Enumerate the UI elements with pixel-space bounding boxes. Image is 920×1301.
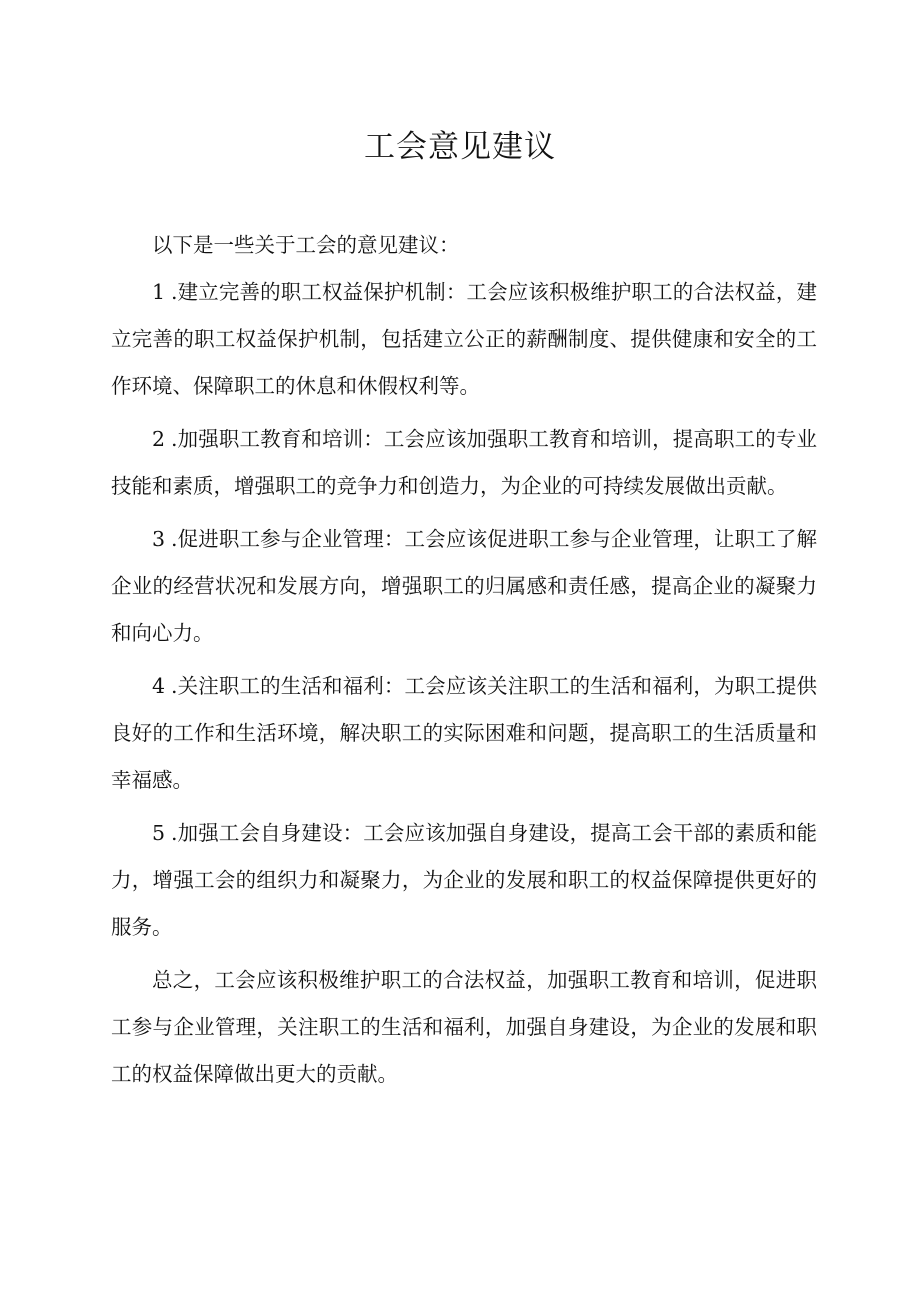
item-number: 1 <box>152 280 166 304</box>
item-number: 5 <box>152 821 166 845</box>
item-text: .建立完善的职工权益保护机制：工会应该积极维护职工的合法权益，建立完善的职工权益保护机制，包括建立公正的薪酬制度、提供健康和安全的工作环境、保障职工的休息和休假权利等。 <box>111 280 817 398</box>
item-text: .促进职工参与企业管理：工会应该促进职工参与企业管理，让职工了解企业的经营状况和发展方向，增强职工的归属感和责任感，提高企业的凝聚力和向心力。 <box>111 527 817 645</box>
item-text: .关注职工的生活和福利：工会应该关注职工的生活和福利，为职工提供良好的工作和生活环境，解决职工的实际困难和问题，提高职工的生活质量和幸福感。 <box>111 674 817 792</box>
list-item <box>111 269 817 410</box>
list-item <box>111 516 817 657</box>
item-text: .加强职工教育和培训：工会应该加强职工教育和培训，提高职工的专业技能和素质，增强职工的竞争力和创造力，为企业的可持续发展做出贡献。 <box>111 427 817 498</box>
item-number: 3 <box>152 527 166 551</box>
intro-paragraph: 以下是一些关于工会的意见建议： <box>152 233 460 257</box>
conclusion-paragraph: 总之，工会应该积极维护职工的合法权益，加强职工教育和培训，促进职工参与企业管理，关注职工的生活和福利，加强自身建设，为企业的发展和职工的权益保障做出更大的贡献。 <box>111 968 817 1086</box>
list-item <box>111 416 817 510</box>
document-title: 工会意见建议 <box>364 129 556 165</box>
item-number: 4 <box>152 674 166 698</box>
item-number: 2 <box>152 427 166 451</box>
item-text: .加强工会自身建设：工会应该加强自身建设，提高工会干部的素质和能力，增强工会的组织力和凝聚力，为企业的发展和职工的权益保障提供更好的服务。 <box>111 821 817 939</box>
list-item <box>111 810 817 951</box>
list-item <box>111 663 817 804</box>
document-body <box>111 222 817 1104</box>
